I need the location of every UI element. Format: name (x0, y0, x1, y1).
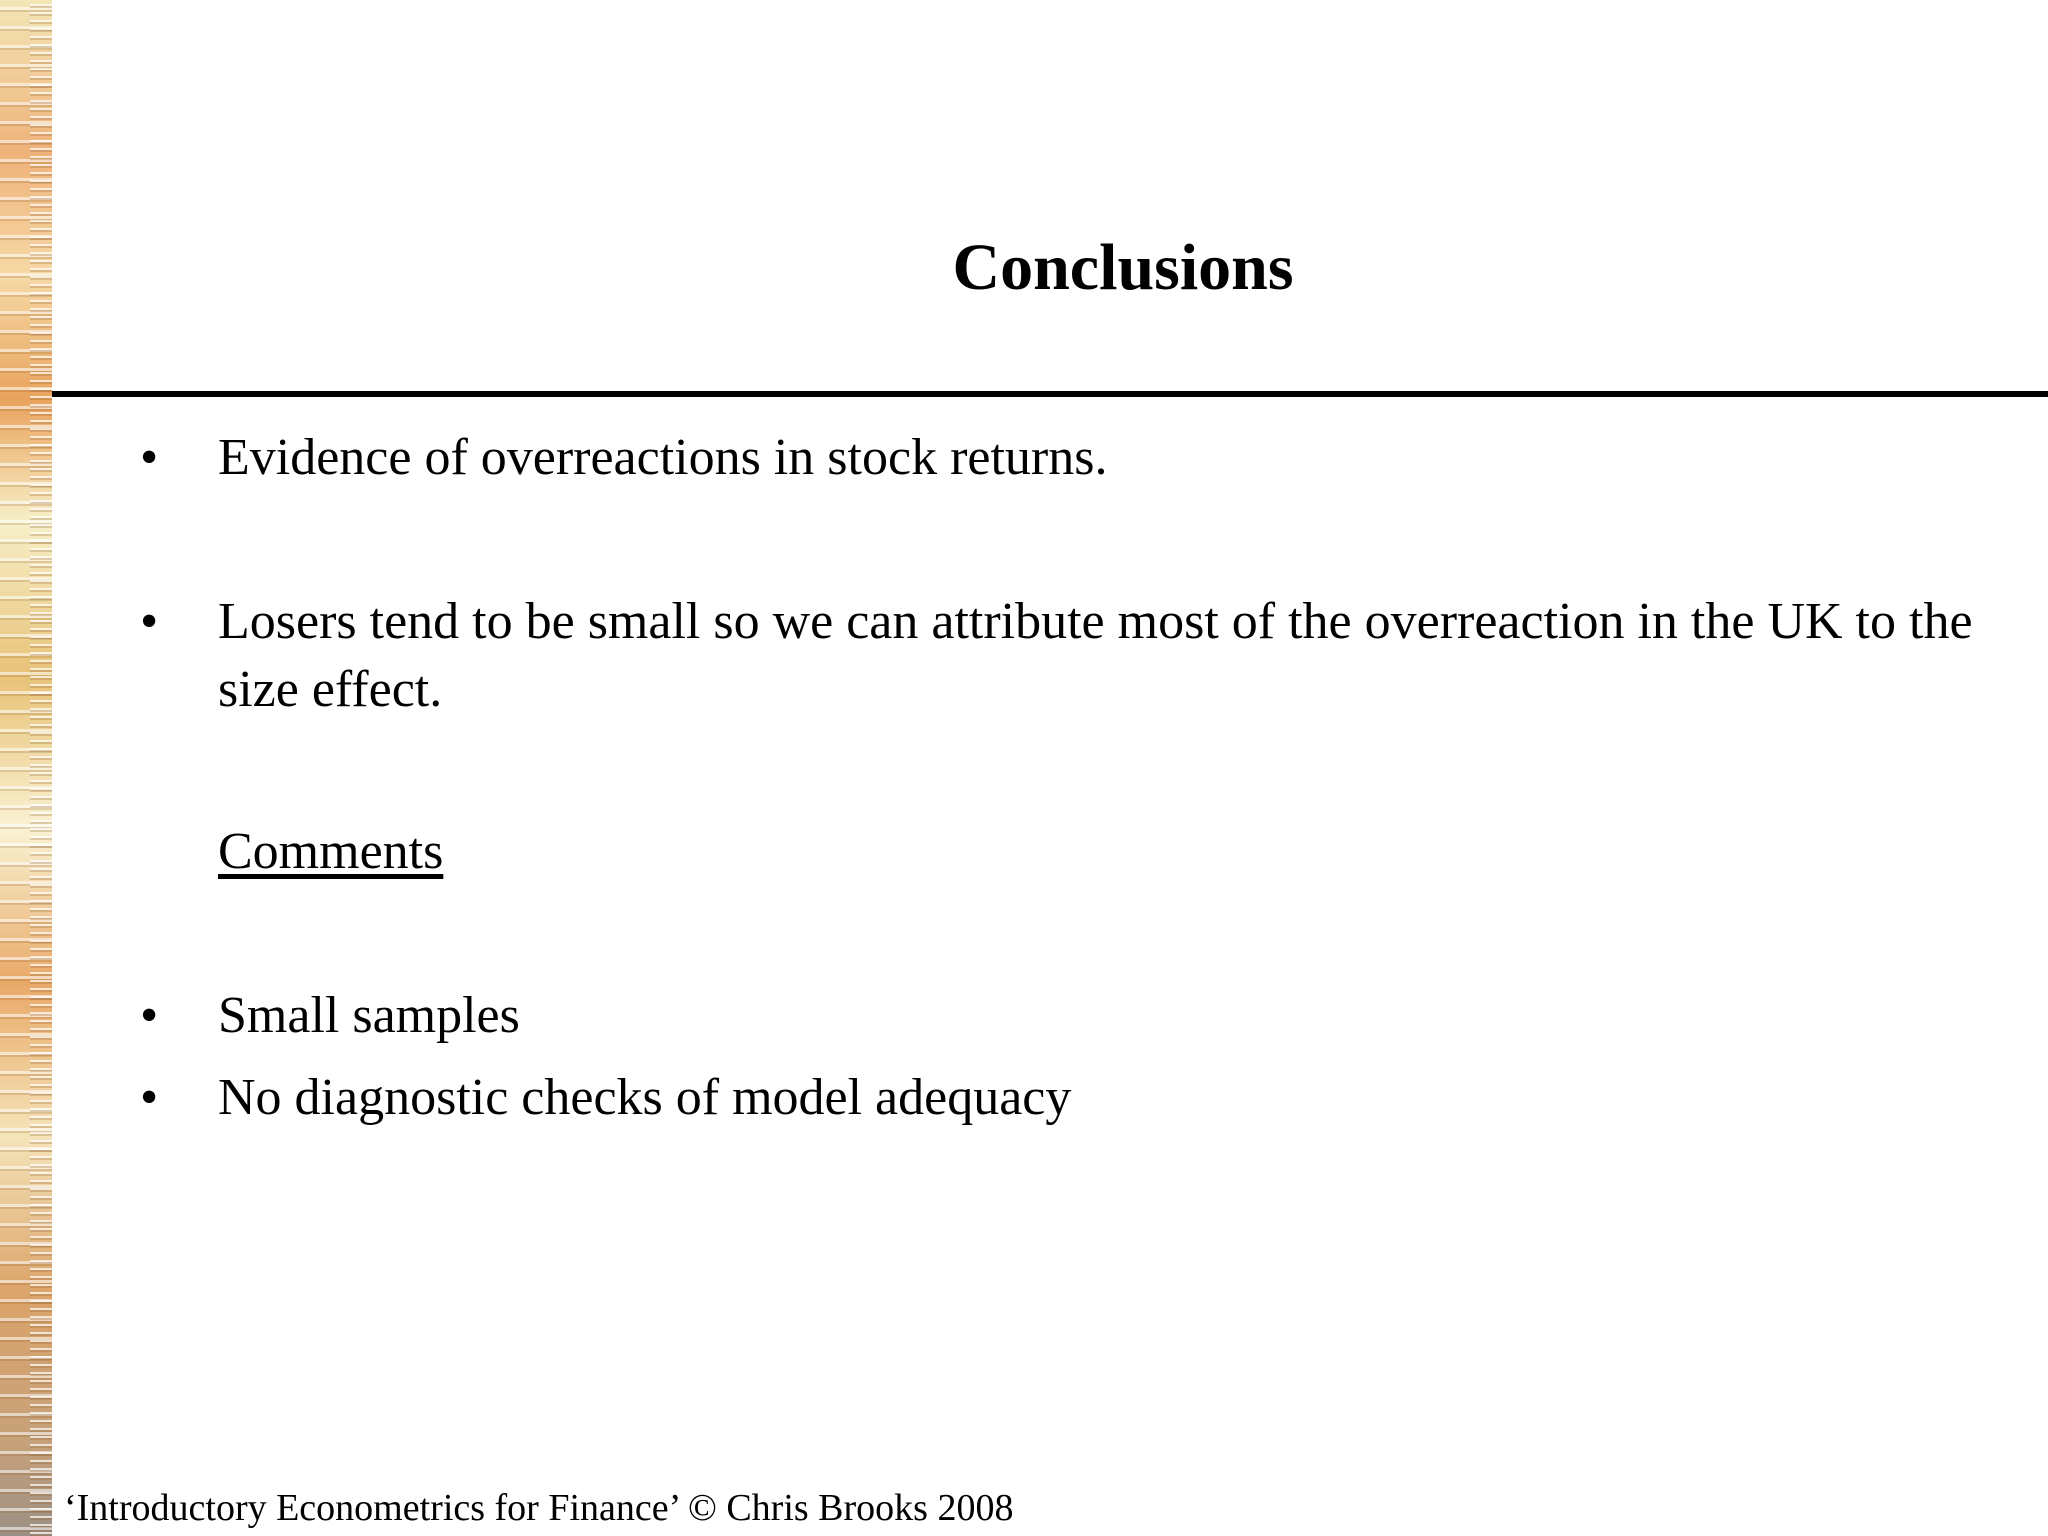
decorative-side-strip (0, 0, 52, 1536)
bullet-text: Losers tend to be small so we can attribute most of the overreaction in the UK to the size effect. (218, 593, 1973, 718)
title-divider (52, 391, 2048, 397)
bullet-marker: • (140, 429, 159, 486)
bullet-marker: • (140, 1069, 159, 1126)
bullet-text: No diagnostic checks of model adequacy (218, 1069, 1072, 1126)
bullet-text: Small samples (218, 987, 520, 1044)
bullet-marker: • (140, 987, 159, 1044)
comments-heading: Comments (218, 823, 444, 880)
slide-title: Conclusions (952, 231, 1294, 304)
bullet-text: Evidence of overreactions in stock returns. (218, 429, 1108, 486)
slide-footer: ‘Introductory Econometrics for Finance’ © Chris Brooks 2008 (64, 1487, 1014, 1529)
bullet-marker: • (140, 593, 159, 650)
